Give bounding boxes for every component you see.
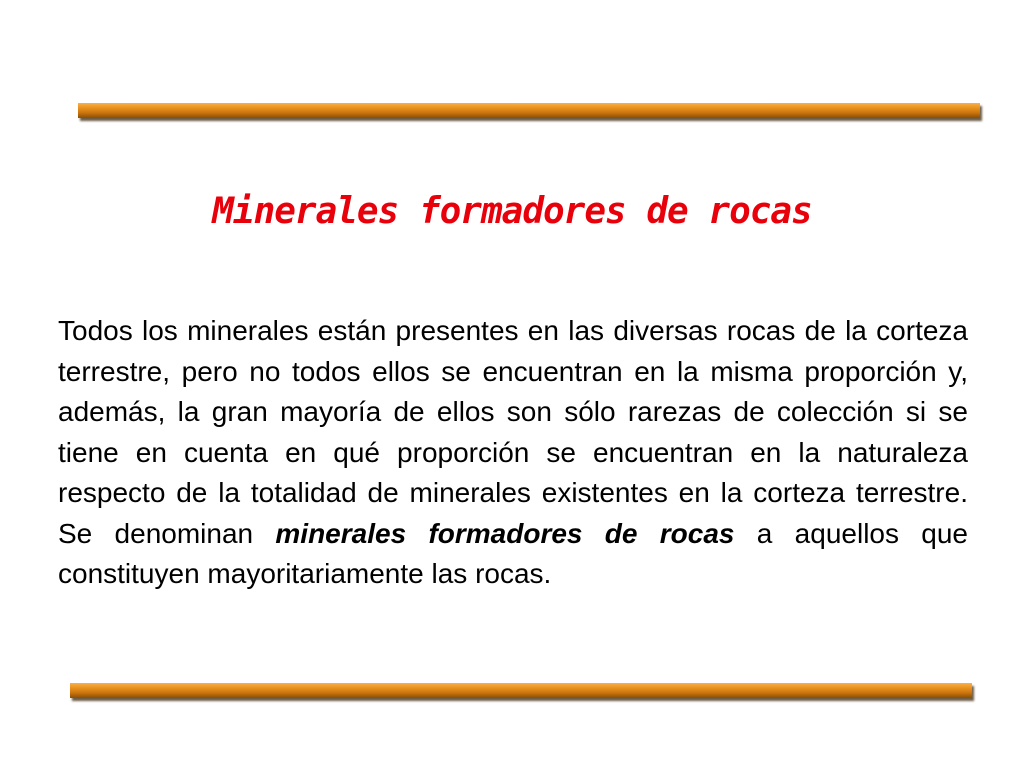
body-text-intro: Todos los minerales están presentes en las diversas rocas de la corteza terrestre, pero no todos ellos se encuentran en la misma proporción y, además, la gran mayoría de ellos son sólo rarezas de colección si se tiene en cuenta en qué proporción se encuentran en la naturaleza respecto de la totalidad de minerales existentes en la corteza terrestre. Se denominan [58, 315, 968, 549]
slide-title: Minerales formadores de rocas [212, 191, 812, 232]
body-text-outro: a aquellos que constituyen mayoritariamente las rocas. [58, 517, 968, 589]
top-divider-bar [78, 103, 980, 118]
body-text-emphasis: minerales formadores de rocas [275, 517, 735, 549]
body-paragraph [58, 311, 968, 595]
bottom-divider-bar [70, 683, 972, 698]
